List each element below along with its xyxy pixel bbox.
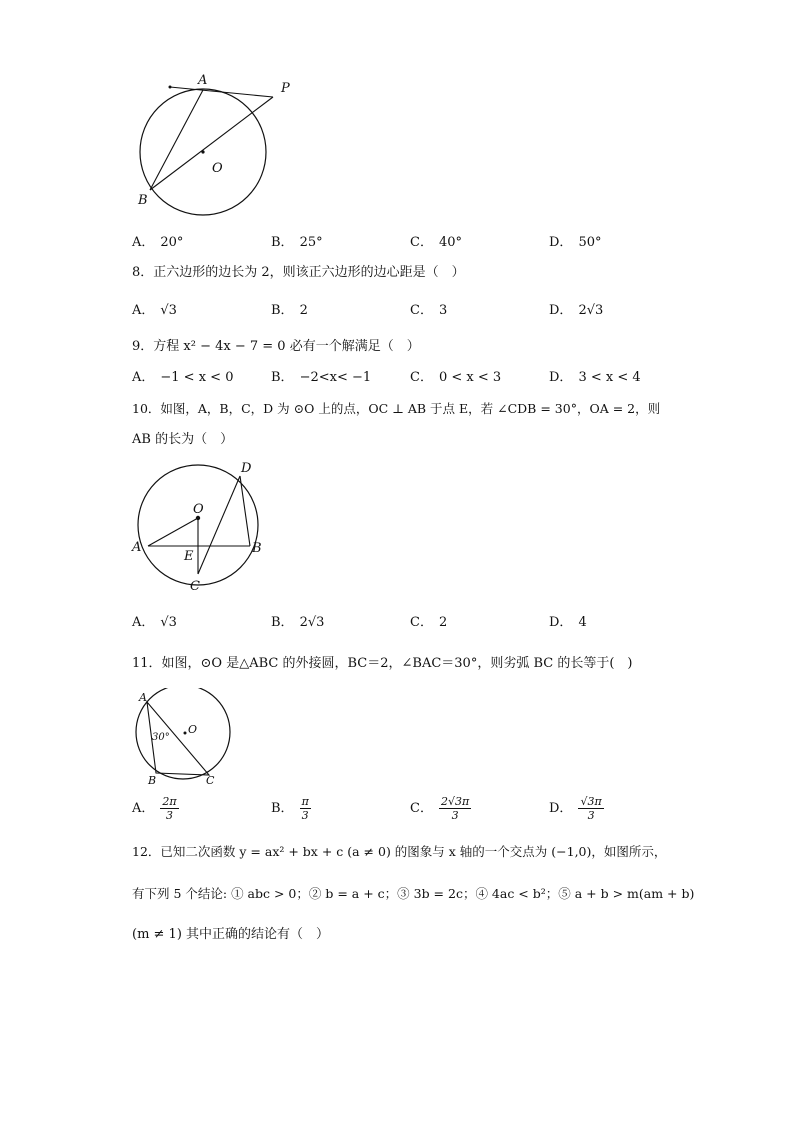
q10-stem-line1: 10．如图，A，B，C，D 为 ⊙O 上的点，OC ⊥ AB 于点 E，若 ∠CDB = 30°，OA = 2，则	[132, 401, 661, 416]
fraction-denominator: 3	[166, 809, 173, 822]
q11-option-b[interactable]	[271, 795, 311, 822]
option-label: B．	[271, 615, 294, 630]
option-fraction	[300, 795, 311, 822]
q11-label-b: B	[148, 774, 157, 787]
q10-radius-oa	[148, 518, 198, 546]
option-label: D．	[549, 615, 573, 630]
q7-label-b: B	[138, 193, 148, 208]
option-text: √3	[160, 303, 177, 318]
q7-option-c[interactable]	[410, 234, 462, 252]
option-label: C．	[410, 615, 433, 630]
option-label: C．	[410, 235, 433, 250]
q10-label-d: D	[241, 461, 252, 476]
option-text: −1 < x < 0	[160, 370, 234, 385]
option-label: D．	[549, 370, 573, 385]
q11-option-d[interactable]	[549, 795, 604, 822]
fraction-denominator: 3	[451, 809, 459, 822]
option-label: B．	[271, 801, 294, 816]
option-label: D．	[549, 235, 573, 250]
option-text: 4	[578, 615, 587, 630]
q11-option-c[interactable]	[410, 795, 471, 822]
option-label: B．	[271, 370, 294, 385]
q11-center-dot	[184, 732, 187, 735]
option-text: −2<x< −1	[299, 370, 372, 385]
q7-option-b[interactable]	[271, 234, 323, 252]
q7-chord-ab	[150, 90, 203, 190]
option-label: A．	[132, 370, 155, 385]
q8-option-b[interactable]	[271, 302, 308, 320]
q10-option-a[interactable]	[132, 614, 177, 632]
option-text: 2√3	[578, 303, 604, 318]
q7-label-o: O	[212, 161, 223, 176]
fraction-denominator: 3	[301, 809, 309, 822]
fraction-numerator: √3π	[580, 795, 602, 808]
q12-stem-line2: 有下列 5 个结论: ① abc > 0；② b = a + c；③ 3b = 2c；④ 4ac < b²；⑤ a + b > m(am + b)	[132, 886, 695, 901]
q11-figure	[130, 688, 240, 788]
q9-stem: 9．方程 x² − 4x − 7 = 0 必有一个解满足（ ）	[132, 339, 420, 354]
fraction-denominator: 3	[587, 809, 595, 822]
q7-label-p: P	[281, 81, 290, 96]
option-label: A．	[132, 235, 155, 250]
option-label: C．	[410, 370, 433, 385]
q7-center-dot	[201, 150, 204, 153]
q10-label-a: A	[132, 540, 142, 555]
q7-option-d[interactable]	[549, 234, 601, 252]
q9-option-c[interactable]	[410, 369, 501, 387]
option-label: A．	[132, 303, 155, 318]
q10-line-db	[240, 476, 250, 546]
fraction-numerator: 2√3π	[440, 795, 470, 808]
q10-figure	[128, 458, 278, 598]
option-label: D．	[549, 303, 573, 318]
option-text: 2	[299, 303, 308, 318]
q11-label-angle: 30°	[152, 732, 170, 743]
option-text: 2	[438, 615, 448, 630]
q9-option-d[interactable]	[549, 369, 641, 387]
q7-option-a[interactable]	[132, 234, 183, 252]
q8-option-c[interactable]	[410, 302, 447, 320]
fraction-numerator: π	[301, 795, 309, 808]
option-text: √3	[160, 615, 177, 630]
option-text: 3 < x < 4	[578, 370, 641, 385]
option-label: A．	[132, 615, 155, 630]
option-label: B．	[271, 303, 294, 318]
q11-label-c: C	[206, 774, 215, 787]
option-label: D．	[549, 801, 573, 816]
q11-circle	[136, 688, 230, 779]
option-text: 25°	[299, 235, 323, 250]
q10-label-o: O	[193, 502, 204, 517]
q7-figure	[130, 72, 300, 222]
option-text: 20°	[160, 235, 184, 250]
q10-line-cd	[198, 476, 240, 574]
q11-option-a[interactable]	[132, 795, 179, 822]
q11-label-a: A	[139, 691, 147, 704]
option-label: B．	[271, 235, 294, 250]
option-label: A．	[132, 801, 155, 816]
option-label: C．	[410, 801, 433, 816]
option-text: 50°	[578, 235, 602, 250]
q12-stem-line1: 12．已知二次函数 y = ax² + bx + c (a ≠ 0) 的图象与 x 轴的一个交点为 (−1,0)，如图所示，	[132, 844, 667, 859]
q8-option-d[interactable]	[549, 302, 603, 320]
option-fraction	[578, 795, 603, 822]
option-label: C．	[410, 303, 433, 318]
option-text: 3	[438, 303, 448, 318]
q10-label-b: B	[252, 541, 262, 556]
fraction-numerator: 2π	[162, 795, 177, 808]
q9-option-b[interactable]	[271, 369, 371, 387]
q10-label-c: C	[190, 579, 200, 594]
option-fraction	[439, 795, 471, 822]
option-text: 40°	[438, 235, 462, 250]
q10-stem-line2: AB 的长为（ ）	[132, 432, 234, 447]
q10-option-b[interactable]	[271, 614, 324, 632]
q7-label-a: A	[198, 73, 208, 88]
option-text: 2√3	[299, 615, 325, 630]
q7-tangent-endpoint	[169, 86, 172, 89]
q8-stem: 8．正六边形的边长为 2，则该正六边形的边心距是（ ）	[132, 265, 465, 280]
q11-stem: 11．如图，⊙O 是△ABC 的外接圆，BC＝2，∠BAC＝30°，则劣弧 BC 的长等于( )	[132, 656, 633, 671]
q11-label-o: O	[188, 723, 198, 736]
q10-option-c[interactable]	[410, 614, 447, 632]
q9-option-a[interactable]	[132, 369, 233, 387]
option-fraction	[160, 795, 178, 822]
q12-stem-line3: (m ≠ 1) 其中正确的结论有（ ）	[132, 927, 330, 942]
q10-option-d[interactable]	[549, 614, 587, 632]
q8-option-a[interactable]	[132, 302, 177, 320]
option-text: 0 < x < 3	[438, 370, 502, 385]
q7-secant-bp	[150, 97, 273, 190]
q10-label-e: E	[184, 549, 194, 564]
